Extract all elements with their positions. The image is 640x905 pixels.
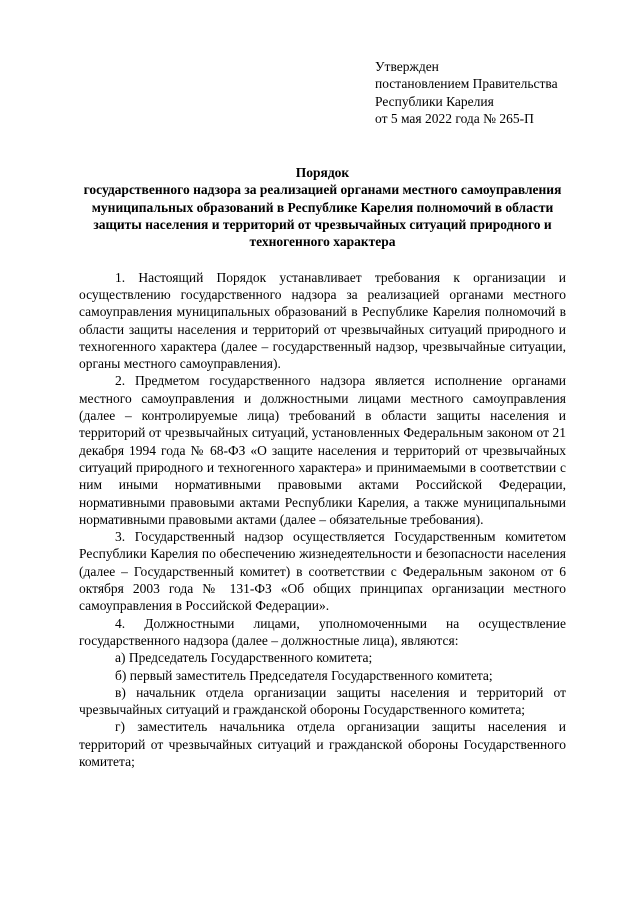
document-title xyxy=(79,164,566,250)
list-item-b: б) первый заместитель Председателя Государственного комитета; xyxy=(115,667,493,683)
approval-line: Утвержден xyxy=(375,59,439,74)
approval-line: Республики Карелия xyxy=(375,93,494,109)
title-heading: Порядок xyxy=(295,165,350,181)
list-item-a: а) Председатель Государственного комитета; xyxy=(115,650,373,666)
paragraph-3: 3. Государственный надзор осуществляется Государственным комитетом Республики Карелия по обеспечению жизнедеятельности и безопасности населения (далее – Государственный комитет) в соответствии с Федеральным законом от 6 октября 2003 года № 131-ФЗ «Об общих принципах организации местного самоуправления в Российской Федерации». xyxy=(79,529,566,614)
document-body xyxy=(79,269,566,771)
paragraph-2: 2. Предметом государственного надзора является исполнение органами местного самоуправления и должностными лицами местного самоуправления (далее – контролируемые лица) требований в области защиты населения и территорий от чрезвычайных ситуаций, установленных Федеральным законом от 21 декабря 1994 года № 68-ФЗ «О защите населения и территорий от чрезвычайных ситуаций природного и техногенного характера» и принимаемыми в соответствии с ним иными нормативными правовыми актами Российской Федерации, нормативными правовыми актами Республики Карелия, а также муниципальными нормативными правовыми актами (далее – обязательные требования). xyxy=(79,373,566,527)
title-subtitle: государственного надзора за реализацией органами местного самоуправления муниципальных образований в Республике Карелия полномочий в области защиты населения и территорий от чрезвычайных ситуаций природного и техногенного характера xyxy=(83,182,562,250)
paragraph-4: 4. Должностными лицами, уполномоченными на осуществление государственного надзора (далее – должностные лица), являются: xyxy=(79,615,566,648)
approval-block xyxy=(375,58,566,127)
list-item-v: в) начальник отдела организации защиты населения и территорий от чрезвычайных ситуаций и гражданской обороны Государственного комитета; xyxy=(79,684,566,718)
paragraph-1: 1. Настоящий Порядок устанавливает требования к организации и осуществлению государственного надзора за реализацией органами местного самоуправления муниципальных образований в Республике Карелия полномочий в области защиты населения и территорий от чрезвычайных ситуаций природного и техногенного характера (далее – государственный надзор, чрезвычайные ситуации, органы местного самоуправления). xyxy=(79,269,566,372)
approval-line: от 5 мая 2022 года № 265-П xyxy=(375,110,534,126)
list-item-g: г) заместитель начальника отдела организации защиты населения и территорий от чрезвычайных ситуаций и гражданской обороны Государственного комитета; xyxy=(79,719,566,769)
approval-line: постановлением Правительства xyxy=(375,76,558,92)
